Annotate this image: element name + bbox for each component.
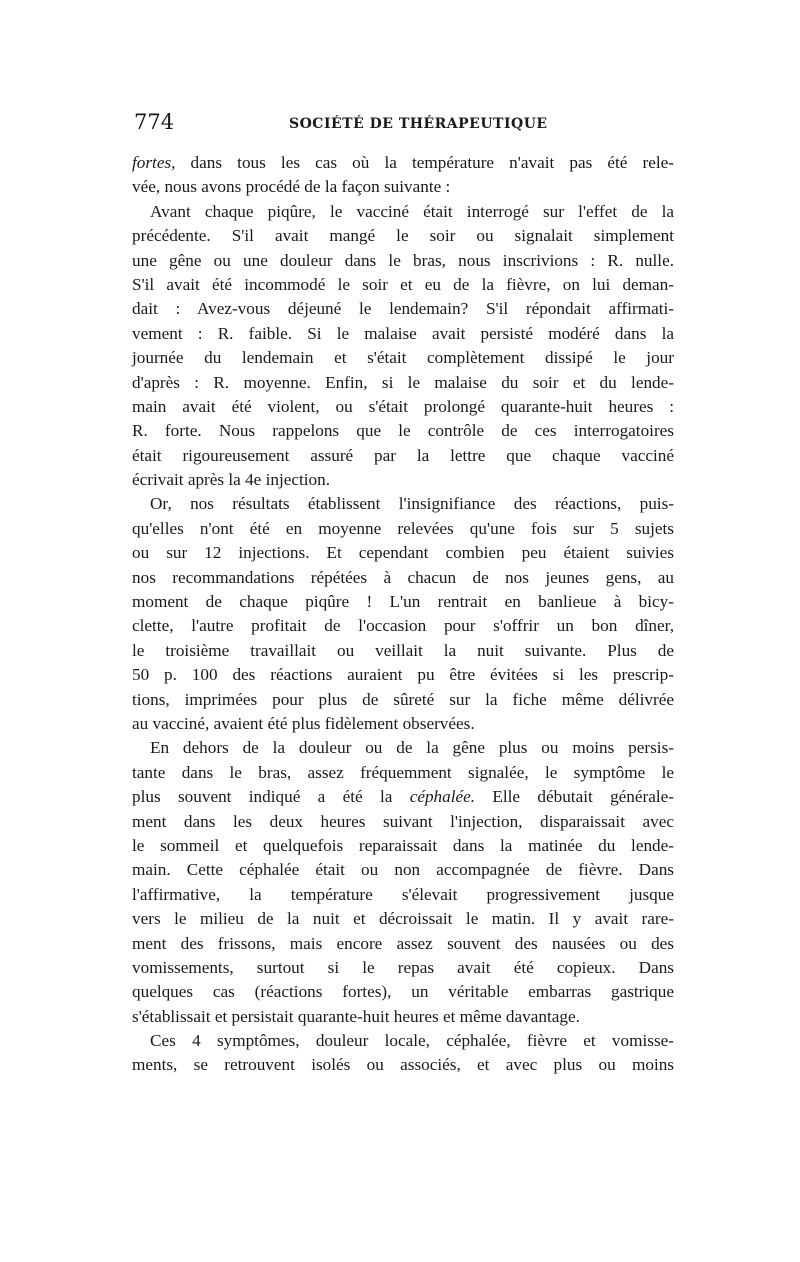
- text-line: dait : Avez-vous déjeuné le lendemain? S'il répondait affirmati-: [132, 299, 674, 319]
- text-line: nos recommandations répétées à chacun de nos jeunes gens, au: [132, 567, 674, 587]
- text-line: Or, nos résultats établissent l'insignifiance des réactions, puis-: [150, 494, 674, 514]
- text-line: moment de chaque piqûre ! L'un rentrait en banlieue à bicy-: [132, 592, 674, 612]
- text-line-content: Elle débutait générale-: [475, 787, 674, 807]
- text-line: l'affirmative, la température s'élevait progressivement jusque: [132, 884, 674, 904]
- text-line: En dehors de la douleur ou de la gêne plus ou moins persis-: [150, 738, 674, 758]
- text-line: main. Cette céphalée était ou non accompagnée de fièvre. Dans: [132, 860, 674, 880]
- text-line: main avait été violent, ou s'était prolongé quarante-huit heures :: [132, 396, 674, 416]
- text-line: d'après : R. moyenne. Enfin, si le malaise du soir et du lende-: [132, 372, 674, 392]
- text-line: le sommeil et quelquefois reparaissait dans la matinée du lende-: [132, 835, 674, 855]
- text-line: au vacciné, avaient été plus fidèlement observées.: [132, 713, 475, 733]
- running-head: SOCIÉTÉ DE THÉRAPEUTIQUE: [289, 116, 548, 132]
- text-line: 50 p. 100 des réactions auraient pu être évitées si les prescrip-: [132, 665, 674, 685]
- italic-word: céphalée.: [409, 787, 476, 807]
- text-line: ments, se retrouvent isolés ou associés, et avec plus ou moins: [132, 1055, 674, 1075]
- text-line: ment dans les deux heures suivant l'injection, disparaissait avec: [132, 811, 674, 831]
- text-line: R. forte. Nous rappelons que le contrôle de ces interrogatoires: [132, 421, 674, 441]
- page-number: 774: [134, 110, 175, 134]
- text-line: clette, l'autre profitait de l'occasion pour s'offrir un bon dîner,: [132, 616, 674, 636]
- text-line: vers le milieu de la nuit et décroissait le matin. Il y avait rare-: [132, 909, 674, 929]
- text-line: S'il avait été incommodé le soir et eu de la fièvre, on lui deman-: [132, 274, 674, 294]
- text-line-content: dans tous les cas où la température n'avait pas été rele-: [175, 153, 674, 172]
- text-line: le troisième travaillait ou veillait la nuit suivante. Plus de: [132, 640, 674, 660]
- page-header: [134, 110, 670, 140]
- text-line: une gêne ou une douleur dans le bras, nous inscrivions : R. nulle.: [132, 250, 674, 270]
- italic-word: fortes,: [132, 153, 176, 172]
- text-line: Avant chaque piqûre, le vacciné était interrogé sur l'effet de la: [150, 201, 674, 221]
- body-text: [132, 151, 674, 1078]
- text-line: qu'elles n'ont été en moyenne relevées qu'une fois sur 5 sujets: [132, 518, 674, 538]
- text-line: quelques cas (réactions fortes), un véritable embarras gastrique: [132, 982, 674, 1002]
- text-line: était rigoureusement assuré par la lettre que chaque vacciné: [132, 445, 674, 465]
- text-line: journée du lendemain et s'était complètement dissipé le jour: [132, 348, 674, 368]
- text-line: vomissements, surtout si le repas avait été copieux. Dans: [132, 957, 674, 977]
- text-line: vement : R. faible. Si le malaise avait persisté modéré dans la: [132, 323, 674, 343]
- text-line: vée, nous avons procédé de la façon suivante :: [132, 177, 451, 197]
- text-line-content: plus souvent indiqué a été la: [132, 787, 410, 807]
- text-line: [132, 785, 674, 809]
- text-line: Ces 4 symptômes, douleur locale, céphalée, fièvre et vomisse-: [150, 1031, 674, 1051]
- text-line: écrivait après la 4e injection.: [132, 470, 331, 490]
- text-line: tions, imprimées pour plus de sûreté sur la fiche même délivrée: [132, 689, 674, 709]
- text-line: précédente. S'il avait mangé le soir ou signalait simplement: [132, 226, 674, 246]
- text-line: ment des frissons, mais encore assez souvent des nausées ou des: [132, 933, 674, 953]
- text-line: s'établissait et persistait quarante-huit heures et même davantage.: [132, 1006, 580, 1026]
- text-line: tante dans le bras, assez fréquemment signalée, le symptôme le: [132, 762, 674, 782]
- text-line: ou sur 12 injections. Et cependant combien peu étaient suivies: [132, 543, 674, 563]
- text-line: [132, 151, 674, 175]
